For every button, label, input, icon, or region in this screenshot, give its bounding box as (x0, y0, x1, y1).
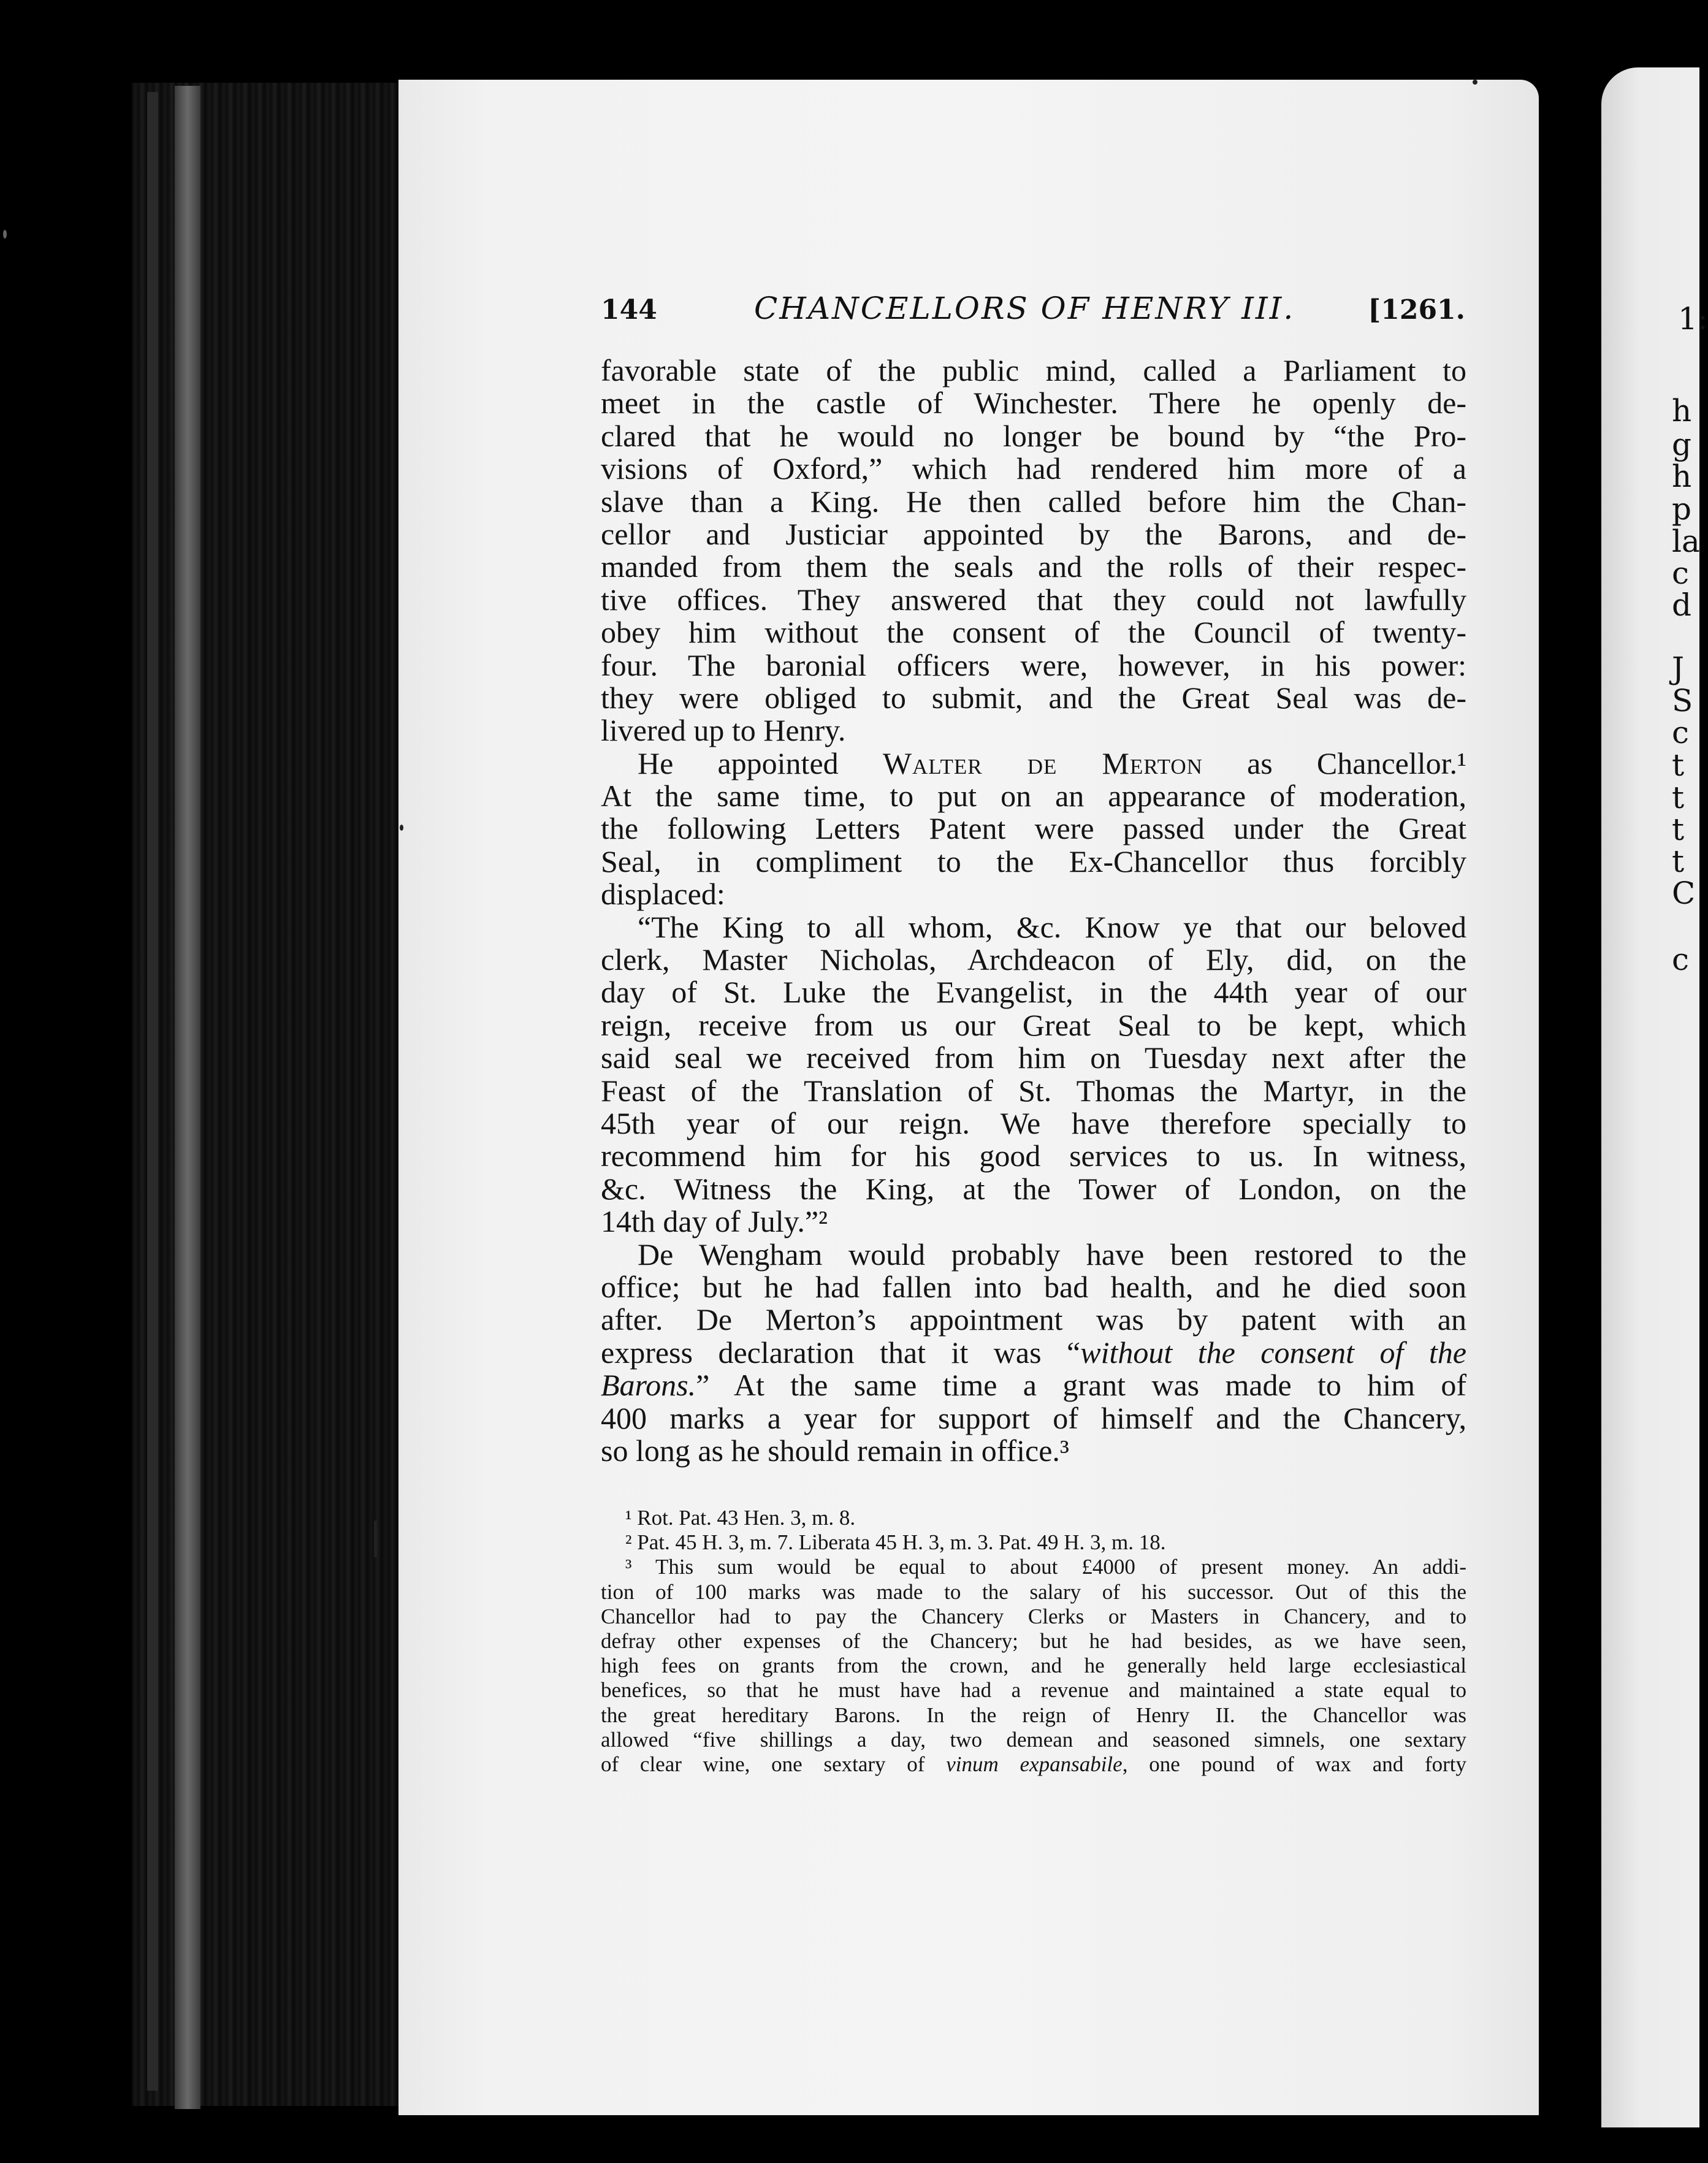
binding-highlight (175, 86, 200, 2109)
body-text (601, 354, 1466, 1467)
chancellor-name: Walter de Merton (882, 746, 1203, 780)
facing-page-fragment: c (1672, 555, 1690, 591)
text-line: displaced: (601, 877, 725, 912)
text-line: so long as he should remain in office.³ (601, 1433, 1069, 1468)
facing-page-fragment: d (1672, 587, 1692, 623)
facing-page-fragment: p (1672, 491, 1692, 527)
binding-highlight (147, 92, 158, 2091)
quoted-letter-line: day of St. Luke the Evangelist, in the 44th year of our (601, 975, 1466, 1010)
text-line: manded from them the seals and the rolls of their respec- (601, 549, 1466, 584)
facing-page-fragment: h (1672, 393, 1692, 429)
text-line: livered up to Henry. (601, 713, 846, 748)
text-line: visions of Oxford,” which had rendered him more of a (601, 451, 1466, 486)
text-line: obey him without the consent of the Council of twenty- (601, 615, 1466, 650)
running-header (601, 287, 1465, 336)
scan-speck (3, 230, 7, 238)
quoted-letter-line: 45th year of our reign. We have therefore specially to (601, 1105, 1466, 1140)
facing-page-fragment: C (1672, 876, 1696, 911)
footnote-3-line-with-italic: of clear wine, one sextary of vinum expansabile, one pound of wax and forty (601, 1752, 1467, 1776)
quoted-letter-line: recommend him for his good services to us. In witness, (601, 1139, 1466, 1173)
facing-page-fragment: t (1672, 844, 1685, 879)
footnote-3-line: tion of 100 marks was made to the salary of his successor. Out of this the (601, 1579, 1466, 1604)
italic-latin-term: vinum expansabile (946, 1752, 1123, 1776)
footnote-3-line: the great hereditary Barons. In the reign of Henry II. the Chancellor was (601, 1703, 1466, 1727)
text-line: after. De Merton’s appointment was by patent with an (601, 1302, 1466, 1337)
footnote-3-line: defray other expenses of the Chancery; but he had besides, as we have seen, (601, 1628, 1466, 1653)
quoted-letter-line: clerk, Master Nicholas, Archdeacon of Ely, did, on the (601, 942, 1466, 977)
footnote-1: ¹ Rot. Pat. 43 Hen. 3, m. 8. (625, 1506, 856, 1530)
page-number: 144 (601, 294, 657, 326)
facing-page-fragment: t (1672, 812, 1685, 847)
text-line: office; but he had fallen into bad health, and he died soon (601, 1269, 1466, 1304)
quoted-letter-line: “The King to all whom, &c. Know ye that our beloved (638, 909, 1466, 944)
footnote-3-line: ³ This sum would be equal to about £4000 of present money. An addi- (625, 1555, 1466, 1579)
facing-page-fragment: c (1672, 715, 1690, 750)
text-line: tive offices. They answered that they could not lawfully (601, 582, 1466, 617)
facing-page-fragment: c (1672, 942, 1690, 977)
footnote-2: ² Pat. 45 H. 3, m. 7. Liberata 45 H. 3, m. 3. Pat. 49 H. 3, m. 18. (625, 1530, 1166, 1555)
scan-speck (400, 825, 403, 831)
text-line: four. The baronial officers were, however, in his power: (601, 647, 1466, 682)
quoted-letter-line: said seal we received from him on Tuesday next after the (601, 1040, 1466, 1075)
quoted-letter-line: &c. Witness the King, at the Tower of London, on the (601, 1171, 1466, 1206)
text-line: clared that he would no longer be bound by “the Pro- (601, 418, 1466, 453)
facing-page-fragment: t (1672, 747, 1685, 783)
text-line: Seal, in compliment to the Ex-Chancellor thus forcibly (601, 844, 1466, 879)
scan-speck (1473, 80, 1477, 85)
quoted-letter-line: Feast of the Translation of St. Thomas the Martyr, in the (601, 1073, 1466, 1108)
facing-page-fragment: S (1672, 683, 1693, 719)
facing-page-fragment: la (1672, 524, 1700, 559)
text-line: favorable state of the public mind, called a Parliament to (601, 353, 1466, 387)
running-year: [1261. (1368, 294, 1465, 326)
facing-page-fragment: t (1672, 780, 1685, 815)
text-line: slave than a King. He then called before him the Chan- (601, 484, 1466, 519)
paragraph-two-first-line: He appointed Walter de Merton as Chancellor.¹ (638, 746, 1467, 780)
facing-page-fragment: J (1672, 650, 1685, 686)
facing-page-fragment: g (1672, 427, 1692, 462)
scan-speck (374, 1520, 377, 1557)
running-title: CHANCELLORS OF HENRY III. (754, 291, 1295, 326)
text-line: meet in the castle of Winchester. There he openly de- (601, 386, 1466, 421)
text-line: At the same time, to put on an appearance of moderation, (601, 779, 1466, 814)
footnote-3-line: Chancellor had to pay the Chancery Clerks or Masters in Chancery, and to (601, 1604, 1466, 1628)
facing-page-fragment: 1: (1678, 301, 1708, 337)
text-line: they were obliged to submit, and the Great Seal was de- (601, 680, 1466, 715)
italic-quote: Barons. (601, 1368, 696, 1403)
book-binding-edge (132, 83, 408, 2106)
italic-quote: without the consent of the (1080, 1335, 1466, 1370)
footnotes (601, 1506, 1466, 1777)
footnote-3-line: benefices, so that he must have had a revenue and maintained a state equal to (601, 1678, 1466, 1703)
footnote-3-line: high fees on grants from the crown, and he generally held large ecclesiastical (601, 1654, 1466, 1678)
quoted-letter-line: 14th day of July.”² (601, 1204, 828, 1239)
facing-page-fragment: h (1672, 459, 1692, 494)
text-line-with-italic: express declaration that it was “without the consent of the (601, 1335, 1466, 1370)
text-line: the following Letters Patent were passed under the Great (601, 811, 1466, 846)
text-line: De Wengham would probably have been restored to the (638, 1237, 1466, 1272)
facing-page-sliver (1601, 67, 1708, 2127)
footnote-3-line: allowed “five shillings a day, two demean and seasoned simnels, one sextary (601, 1727, 1466, 1752)
quoted-letter-line: reign, receive from us our Great Seal to be kept, which (601, 1007, 1466, 1042)
text-line-with-italic: Barons.” At the same time a grant was made to him of (601, 1368, 1466, 1403)
text-line: cellor and Justiciar appointed by the Barons, and de- (601, 516, 1466, 551)
text-line: 400 marks a year for support of himself and the Chancery, (601, 1400, 1466, 1435)
